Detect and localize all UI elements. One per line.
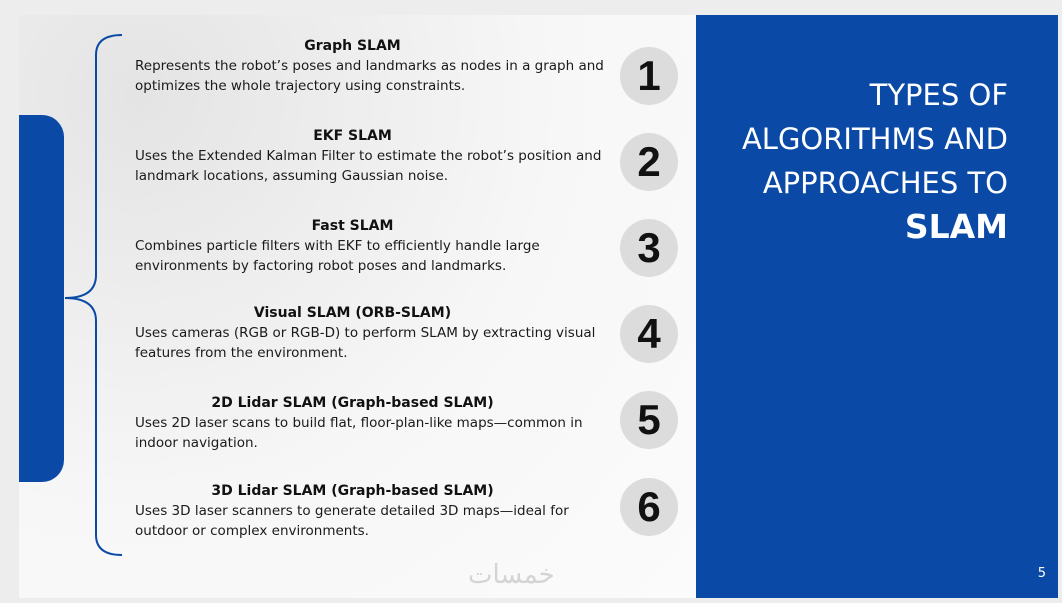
number-badge: 2 [620, 133, 678, 191]
title-line: APPROACHES TO [762, 166, 1008, 200]
list-item-visual-slam [135, 304, 605, 363]
number-badge: 6 [620, 478, 678, 536]
page-number: 5 [1037, 566, 1046, 581]
item-title: 2D Lidar SLAM (Graph-based SLAM) [211, 395, 494, 411]
left-accent-tab [19, 115, 64, 482]
item-title: Visual SLAM (ORB-SLAM) [253, 305, 452, 321]
list-item-ekf-slam [135, 127, 605, 186]
number-badge: 5 [620, 391, 678, 449]
title-panel [696, 15, 1058, 598]
title-line: ALGORITHMS AND [741, 122, 1008, 156]
item-description: Uses 2D laser scans to build flat, floor-plan-like maps—common in indoor navigation. [135, 415, 583, 451]
title-line: TYPES OF [869, 78, 1008, 112]
item-title: EKF SLAM [313, 128, 392, 144]
item-title: 3D Lidar SLAM (Graph-based SLAM) [211, 483, 494, 499]
item-title: Fast SLAM [311, 218, 394, 234]
list-item-2d-lidar-slam [135, 394, 605, 453]
number-badge: 4 [620, 305, 678, 363]
list-item-fast-slam [135, 217, 605, 276]
title-emphasis: SLAM [904, 207, 1008, 246]
number-badge: 1 [620, 47, 678, 105]
list-item-graph-slam [135, 37, 605, 96]
list-item-3d-lidar-slam [135, 482, 605, 541]
item-description: Uses the Extended Kalman Filter to estimate the robot’s position and landmark locations, assuming Gaussian noise. [135, 148, 602, 184]
curly-brace-icon [60, 30, 130, 560]
item-description: Represents the robot’s poses and landmarks as nodes in a graph and optimizes the whole trajectory using constraints. [135, 58, 604, 94]
slide-title [742, 73, 1008, 249]
item-description: Combines particle filters with EKF to efficiently handle large environments by factoring robot poses and landmarks. [135, 238, 540, 274]
item-description: Uses cameras (RGB or RGB-D) to perform SLAM by extracting visual features from the environment. [135, 325, 596, 361]
item-title: Graph SLAM [304, 38, 401, 54]
watermark-logo: خمسات [468, 560, 555, 590]
number-badge: 3 [620, 219, 678, 277]
item-description: Uses 3D laser scanners to generate detailed 3D maps—ideal for outdoor or complex environments. [135, 503, 569, 539]
